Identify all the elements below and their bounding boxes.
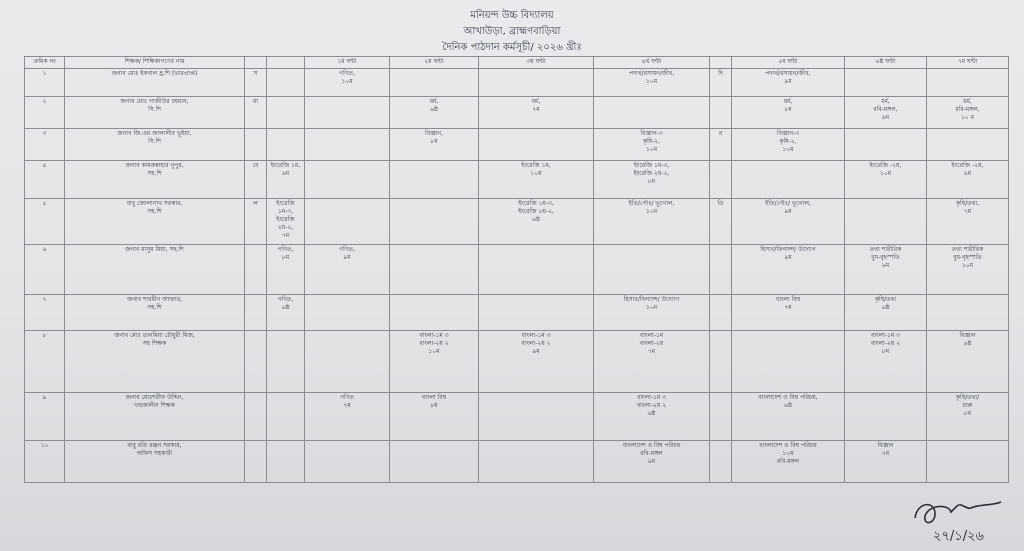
cell-tag: বে (245, 161, 267, 199)
cell-c7: ধর্ম, রবি-মঙ্গল, ৯ম (845, 97, 927, 129)
cell-c8: ইংরেজি -২য়, ৯ম (927, 161, 1009, 199)
cell-c2 (305, 331, 390, 393)
cell-c8: বিজ্ঞান ৬ষ্ঠ (927, 331, 1009, 393)
cell-tag: মা (245, 97, 267, 129)
cell-br: দি (710, 69, 732, 97)
cell-c2: গণিত ৭ম (305, 393, 390, 441)
cell-br (710, 245, 732, 295)
col-blank (267, 57, 305, 69)
table-row (25, 441, 1009, 483)
table-row (25, 331, 1009, 393)
cell-c5 (594, 97, 710, 129)
cell-c6: পদার্থ/রসায়ন/জীব, ৯ম (732, 69, 845, 97)
cell-c2 (305, 129, 390, 161)
cell-tag (245, 393, 267, 441)
cell-br: তি (710, 199, 732, 245)
cell-c5: ইংরেজি ১ম-৩, ইংরেজি ২য়-২, ৮ম (594, 161, 710, 199)
cell-sl: ৫ (25, 199, 65, 245)
cell-c4: ইংরেজি ১ম, ১০ম (479, 161, 594, 199)
cell-c4 (479, 295, 594, 331)
cell-c3 (390, 295, 479, 331)
cell-br: র (710, 129, 732, 161)
cell-c3 (390, 441, 479, 483)
cell-c4: ইংরেজি ১ম-৩, ইংরেজি ২য়-২, ৬ষ্ঠ (479, 199, 594, 245)
signature (905, 488, 1015, 548)
cell-tag (245, 441, 267, 483)
cell-c2: গণিত, ৯ম (305, 245, 390, 295)
cell-c2 (305, 441, 390, 483)
cell-tag (245, 331, 267, 393)
cell-c4: ধর্ম, ৭ম (479, 97, 594, 129)
cell-c6: বাংলাদেশ ও বিশ্ব পরিচয়, ৬ষ্ঠ (732, 393, 845, 441)
cell-c6: বাংলাদেশ ও বিশ্ব পরিচয় ১০ম রবি-মঙ্গল (732, 441, 845, 483)
cell-c7: বিজ্ঞান ৭ম (845, 441, 927, 483)
cell-name: জনাব কামরুন্নাহার নুপুর, সহ.শি (65, 161, 245, 199)
cell-c8 (927, 129, 1009, 161)
cell-c3: বাংলা-১ম ৩ বাংলা-২য় ২ ১০ম (390, 331, 479, 393)
cell-c5 (594, 245, 710, 295)
cell-c4 (479, 441, 594, 483)
table-row (25, 199, 1009, 245)
cell-name: জনাব মোঃ তানমিয়া চৌধুরী মিজ, সহ শিক্ষক (65, 331, 245, 393)
cell-c7 (845, 69, 927, 97)
table-row (25, 69, 1009, 97)
cell-tag: ল (245, 199, 267, 245)
cell-c3 (390, 161, 479, 199)
cell-c4 (479, 393, 594, 441)
cell-c1: ইংরেজি ১ম-৩, ইংরেজি ২য়-২, ৭ম (267, 199, 305, 245)
cell-br (710, 161, 732, 199)
cell-c6: ধর্ম, ৮ম (732, 97, 845, 129)
school-name: মনিয়ন্দ উচ্চ বিদ্যালয় (470, 10, 554, 21)
cell-sl: ১ (25, 69, 65, 97)
signature-stroke (915, 502, 1001, 523)
cell-c3: বিজ্ঞান, ৮ম (390, 129, 479, 161)
cell-c3 (390, 199, 479, 245)
cell-name: বাবু জোলানাথ সরকার, সহ.শি (65, 199, 245, 245)
cell-sl: ৩ (25, 129, 65, 161)
cell-c1 (267, 129, 305, 161)
cell-tag (245, 295, 267, 331)
cell-c1 (267, 441, 305, 483)
cell-sl: ৯ (25, 393, 65, 441)
cell-c1: ইংরেজি ১ম, ৯ম (267, 161, 305, 199)
cell-c5: বাংলা-১ম বাংলা-২য় ৭ম (594, 331, 710, 393)
cell-c7 (845, 129, 927, 161)
school-location: আখাউড়া, ব্রাহ্মণবাড়িয়া (463, 26, 561, 37)
cell-c2 (305, 97, 390, 129)
cell-name: বাবু রতি রঞ্জন সরকার, অফিস সহকারী (65, 441, 245, 483)
cell-name: জনাব মোঃ ইকবাল হ্র.শি (ভারপ্রাপ্ত) (65, 69, 245, 97)
cell-c8: তথ্য শারীরিক বুধ-বৃহস্পতি ১০ম (927, 245, 1009, 295)
cell-c2: গণিত, ১০ম (305, 69, 390, 97)
cell-sl: ৭ (25, 295, 65, 331)
cell-c2 (305, 199, 390, 245)
cell-c5: ইতি/পৌঃ/ ভূগোল, ১০ম (594, 199, 710, 245)
cell-c4: বাংলা-১ম ৩ বাংলা-২য় ২ ৯ম (479, 331, 594, 393)
cell-c6 (732, 331, 845, 393)
cell-c1: গণিত, ৮ম (267, 245, 305, 295)
cell-c4 (479, 245, 594, 295)
cell-c7: ইংরেজি -২য়, ১০ম (845, 161, 927, 199)
cell-c2 (305, 295, 390, 331)
cell-name: জনাব শারমীন আক্তার, সহ.শি (65, 295, 245, 331)
cell-c6: বিজ্ঞান-৩ কৃষি-২, ১০ম (732, 129, 845, 161)
table-row (25, 295, 1009, 331)
cell-c7: বাংলা-১ম ৩ বাংলা-২য় ২ ৮ম (845, 331, 927, 393)
cell-c7: কৃষি/তথ্য ৬ষ্ঠ (845, 295, 927, 331)
table-row (25, 245, 1009, 295)
cell-c6: হিসাব/ফিন্যান্স/ উদ্যোগ ৯ম (732, 245, 845, 295)
cell-sl: ২ (25, 97, 65, 129)
table-body (25, 69, 1009, 483)
cell-br (710, 331, 732, 393)
cell-c1 (267, 69, 305, 97)
cell-c5: হিসাব/ফিন্যান্স/ উদ্যোগ ১০ম (594, 295, 710, 331)
col-period-2: ২য় ঘন্টা (390, 57, 479, 69)
cell-c5: পদার্থ/রসায়ন/জীব, ১০ম (594, 69, 710, 97)
col-period-4: ৪র্থ ঘন্টা (594, 57, 710, 69)
cell-tag (245, 245, 267, 295)
cell-c4 (479, 129, 594, 161)
cell-br (710, 97, 732, 129)
cell-c5: বিজ্ঞান-৩ কৃষি-২, ১০ম (594, 129, 710, 161)
cell-c7 (845, 199, 927, 245)
cell-br (710, 295, 732, 331)
cell-sl: ৮ (25, 331, 65, 393)
cell-c3 (390, 69, 479, 97)
col-teacher: শিক্ষক/ শিক্ষিকাগণের নাম (65, 57, 245, 69)
class-routine-table (24, 56, 1009, 483)
col-period-6: ৬ষ্ঠ ঘন্টা (845, 57, 927, 69)
table-row (25, 393, 1009, 441)
cell-c1 (267, 97, 305, 129)
table-row (25, 161, 1009, 199)
cell-name: জনাব মোঃশরীফ উদ্দিন, খন্ডকালীন শিক্ষক (65, 393, 245, 441)
cell-sl: ৪ (25, 161, 65, 199)
cell-c3: বাংলা বিশ্ব ৮ম (390, 393, 479, 441)
cell-c6: ইতি/পৌঃ/ ভূগোল, ৯ম (732, 199, 845, 245)
cell-c5: বাংলাদেশ ও বিশ্ব পরিচয় রবি-মঙ্গল ৯ম (594, 441, 710, 483)
cell-c2 (305, 161, 390, 199)
cell-c6 (732, 161, 845, 199)
table-row (25, 97, 1009, 129)
cell-name: জনাব মাসুম মিয়া, সহ.শি (65, 245, 245, 295)
col-tag (245, 57, 267, 69)
cell-name: জনাব জি.এম জালালীর ভূইয়া, সি.শি (65, 129, 245, 161)
col-break (710, 57, 732, 69)
cell-c8 (927, 441, 1009, 483)
cell-c7: তথ্য শারীরিক বুধ-বৃহস্পতি ৯ম (845, 245, 927, 295)
cell-sl: ১০ (25, 441, 65, 483)
cell-c1 (267, 331, 305, 393)
cell-c8: কৃষি/তথ্য/ চারু ৮ম (927, 393, 1009, 441)
cell-sl: ৬ (25, 245, 65, 295)
cell-c8: কৃষি/তথ্য, ৭ম (927, 199, 1009, 245)
cell-c6: বাংলা বিশ্ব ৭ম (732, 295, 845, 331)
col-serial: ক্রমিক নং (25, 57, 65, 69)
cell-c5: বাংলা-১ম ৩ বাংলা-২য় ২ ৬ষ্ঠ (594, 393, 710, 441)
table-header-row (25, 57, 1009, 69)
cell-tag (245, 129, 267, 161)
cell-br (710, 393, 732, 441)
cell-tag: স (245, 69, 267, 97)
cell-c3: ধর্ম, ৬ষ্ঠ (390, 97, 479, 129)
col-period-5: ৫ম ঘন্টা (732, 57, 845, 69)
cell-c3 (390, 245, 479, 295)
cell-name: জনাব মোঃ গাজীউর রহমান, সি.শি (65, 97, 245, 129)
cell-c1: গণিত, ৬ষ্ঠ (267, 295, 305, 331)
cell-c8 (927, 69, 1009, 97)
table-row (25, 129, 1009, 161)
signature-date: ২৭/১/২৬ (933, 529, 985, 544)
cell-c1 (267, 393, 305, 441)
cell-c8: ধর্ম, রবি-মঙ্গল, ১০ ম (927, 97, 1009, 129)
col-period-3: ৩য় ঘন্টা (479, 57, 594, 69)
col-period-7: ৭ম ঘন্টা (927, 57, 1009, 69)
cell-c7 (845, 393, 927, 441)
cell-br (710, 441, 732, 483)
cell-c8 (927, 295, 1009, 331)
col-period-1: ১ম ঘন্টা (305, 57, 390, 69)
cell-c4 (479, 69, 594, 97)
document-title: দৈনিক পাঠদান কর্মসূচী/ ২০২৬ খ্রীঃ (442, 42, 582, 53)
